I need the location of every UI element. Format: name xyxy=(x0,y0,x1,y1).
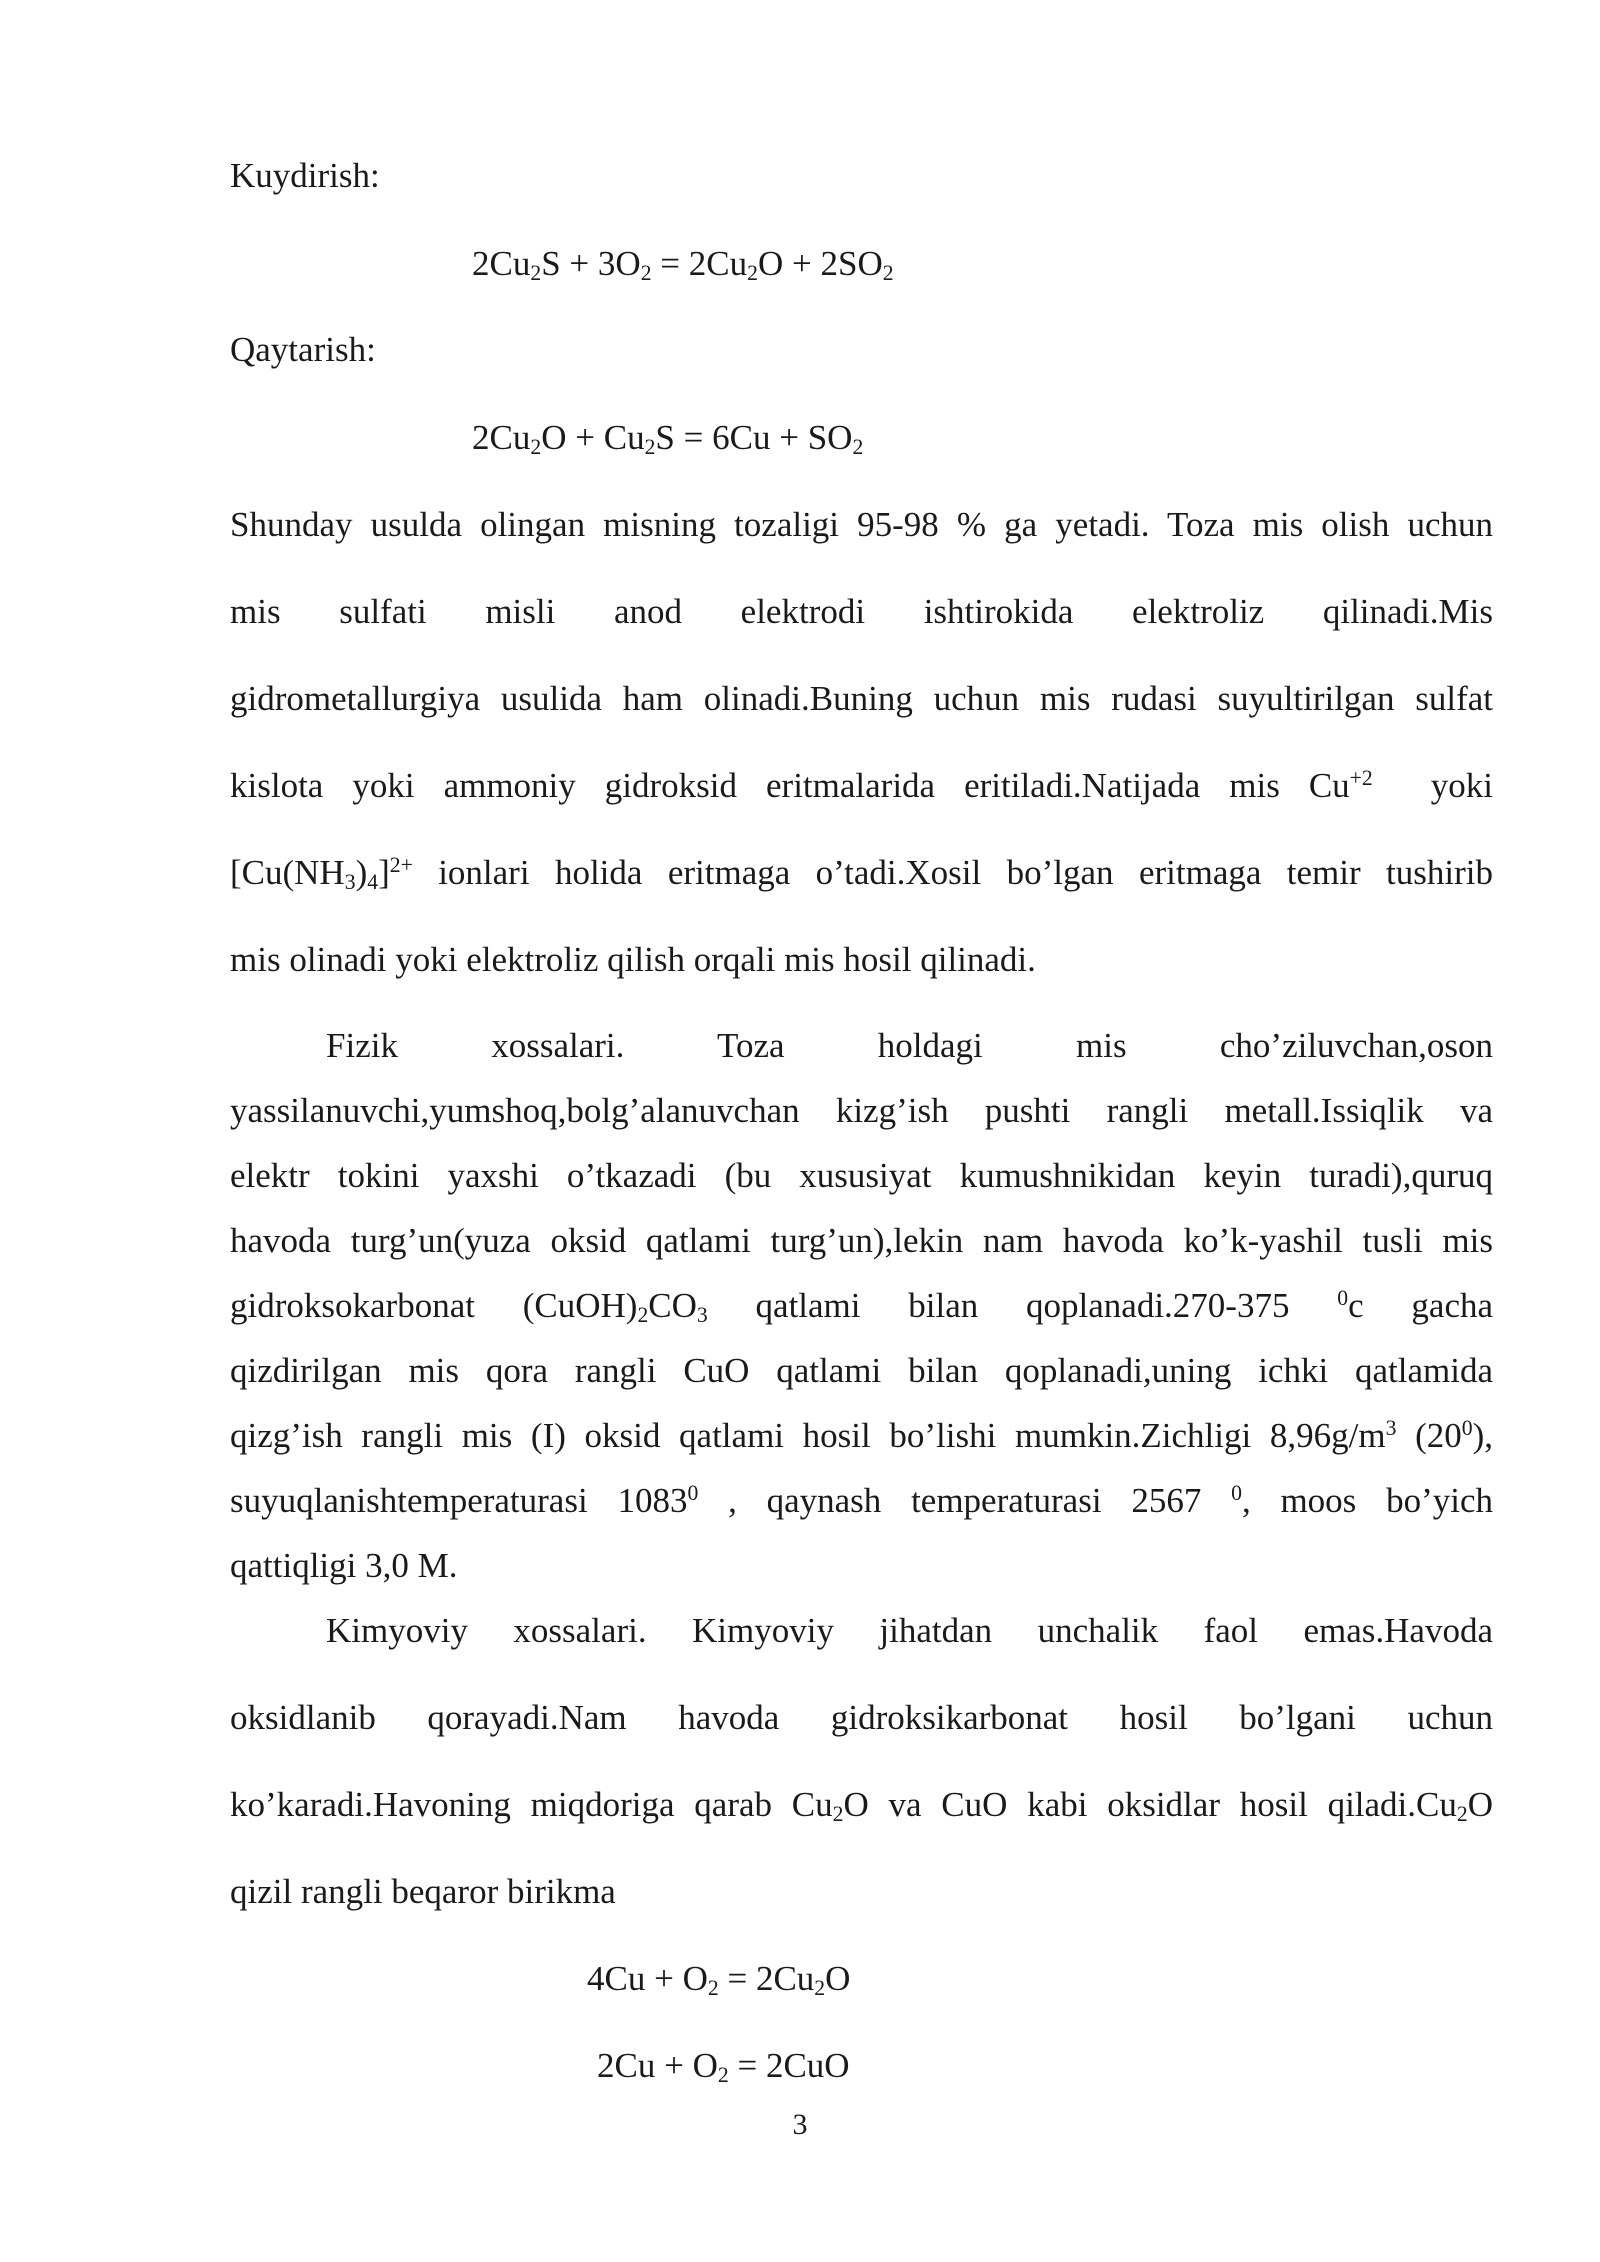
paragraph-1-line-3: gidrometallurgiya usulida ham olinadi.Buning uchun mis rudasi suyultirilgan sulfat xyxy=(230,679,1493,718)
equation-cuo-formation: $2Cu + O_2 = 2CuO$ xyxy=(597,2046,850,2087)
paragraph-3-line-3: ko’karadi.Havoning miqdoriga qarab $Cu_2O$ va CuO kabi oksidlar hosil $qiladi.Cu_2O$ xyxy=(230,1785,1493,1826)
paragraph-2-line-5: gidroksokarbonat $(CuOH)_2CO_3$ qatlami bilan qoplanadi.270-375 $^0$c gacha xyxy=(230,1286,1494,1327)
equation-cu2o-formation: $4Cu + O_2 = 2Cu_2O$ xyxy=(587,1959,851,2000)
paragraph-2-line-9: qattiqligi 3,0 M. xyxy=(230,1546,458,1585)
paragraph-1-line-6: mis olinadi yoki elektroliz qilish orqali mis hosil qilinadi. xyxy=(230,940,1036,979)
heading-kuydirish: Kuydirish: xyxy=(230,156,380,195)
paragraph-3-line-1: Kimyoviy xossalari. Kimyoviy jihatdan unchalik faol emas.Havoda xyxy=(326,1611,1493,1650)
paragraph-3-line-4: qizil rangli beqaror birikma xyxy=(230,1872,616,1911)
paragraph-1-line-2: mis sulfati misli anod elektrodi ishtirokida elektroliz qilinadi.Mis xyxy=(230,592,1493,631)
paragraph-3-line-2: oksidlanib qorayadi.Nam havoda gidroksikarbonat hosil bo’lgani uchun xyxy=(230,1698,1493,1737)
paragraph-2-line-1: Fizik xossalari. Toza holdagi mis cho’ziluvchan,oson xyxy=(326,1026,1493,1065)
page-number: 3 xyxy=(792,2108,808,2141)
equation-roasting: $2Cu_2S + 3O_2 = 2Cu_2O + 2SO_2$ xyxy=(472,244,894,285)
paragraph-1-line-5: $[Cu(NH_3)_4]^{2+}$ ionlari holida eritmaga o’tadi.Xosil bo’lgan eritmaga temir tushirib xyxy=(230,853,1493,894)
paragraph-2-line-6: qizdirilgan mis qora rangli CuO qatlami bilan qoplanadi,uning ichki qatlamida xyxy=(230,1351,1493,1390)
paragraph-2-line-3: elektr tokini yaxshi o’tkazadi (bu xususiyat kumushnikidan keyin turadi),quruq xyxy=(230,1156,1493,1195)
paragraph-2-line-4: havoda turg’un(yuza oksid qatlami turg’un),lekin nam havoda ko’k-yashil tusli mis xyxy=(230,1221,1493,1260)
paragraph-1-line-1: Shunday usulda olingan misning tozaligi 95-98 % ga yetadi. Toza mis olish uchun xyxy=(230,505,1493,544)
paragraph-2-line-2: yassilanuvchi,yumshoq,bolg’alanuvchan kizg’ish pushti rangli metall.Issiqlik va xyxy=(230,1091,1493,1130)
paragraph-2-line-8: suyuqlanishtemperaturasi 1083$^0$ , qaynash temperaturasi 2567 $^0$, moos bo’yich xyxy=(230,1481,1493,1520)
heading-qaytarish: Qaytarish: xyxy=(230,330,376,369)
paragraph-1-line-4: kislota yoki ammoniy gidroksid eritmalarida eritiladi.Natijada mis $Cu^{+2}$ yoki xyxy=(230,766,1493,805)
paragraph-2-line-7: qizg’ish rangli mis (I) oksid qatlami hosil bo’lishi mumkin.Zichligi $8,96g/m^3$ $(20^0)$, xyxy=(230,1416,1493,1455)
equation-reduction: $2Cu_2O + Cu_2S = 6Cu + SO_2$ xyxy=(472,418,864,459)
